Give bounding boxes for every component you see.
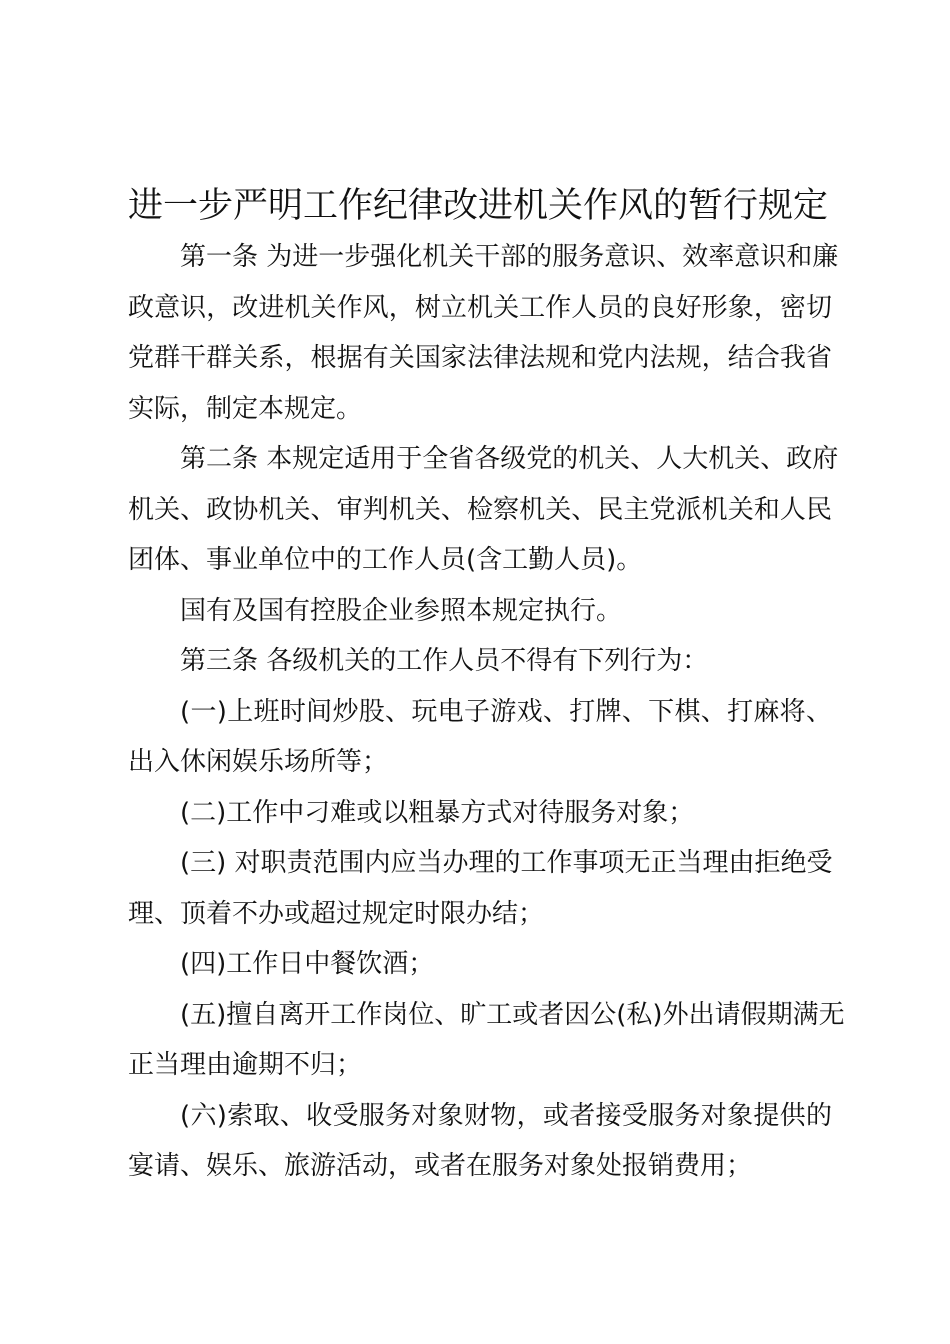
paragraph-line: (三) 对职责范围内应当办理的工作事项无正当理由拒绝受 (180, 848, 833, 878)
paragraph-line: 出入休闲娱乐场所等； (128, 747, 389, 777)
paragraph-line: 实际，制定本规定。 (128, 393, 363, 424)
paragraph-line: 宴请、娱乐、旅游活动，或者在服务对象处报销费用； (128, 1151, 753, 1181)
paragraph-line: 第三条 各级机关的工作人员不得有下列行为： (180, 646, 709, 676)
paragraph-line: (一)上班时间炒股、玩电子游戏、打牌、下棋、打麻将、 (180, 696, 832, 727)
paragraph-line: 国有及国有控股企业参照本规定执行。 (180, 595, 623, 626)
paragraph-line: (六)索取、收受服务对象财物，或者接受服务对象提供的 (180, 1100, 832, 1131)
paragraph-line: 正当理由逾期不归； (128, 1050, 363, 1080)
paragraph-line: 理、顶着不办或超过规定时限办结； (128, 898, 545, 929)
document-body (128, 232, 845, 1192)
paragraph-line: (四)工作日中餐饮酒； (180, 949, 435, 979)
paragraph-line: 第一条 为进一步强化机关干部的服务意识、效率意识和廉 (180, 242, 839, 272)
paragraph-line: 党群干群关系，根据有关国家法律法规和党内法规，结合我省 (128, 343, 832, 373)
paragraph-line: 团体、事业单位中的工作人员(含工勤人员)。 (128, 545, 643, 575)
paragraph-line: 第二条 本规定适用于全省各级党的机关、人大机关、政府 (180, 444, 839, 474)
paragraph-line: (二)工作中刁难或以粗暴方式对待服务对象； (180, 797, 695, 828)
document-title: 进一步严明工作纪律改进机关作风的暂行规定 (128, 186, 829, 226)
paragraph-line: 政意识，改进机关作风，树立机关工作人员的良好形象，密切 (128, 292, 832, 323)
paragraph-line: (五)擅自离开工作岗位、旷工或者因公(私)外出请假期满无 (180, 999, 845, 1030)
paragraph-line: 机关、政协机关、审判机关、检察机关、民主党派机关和人民 (128, 494, 832, 525)
